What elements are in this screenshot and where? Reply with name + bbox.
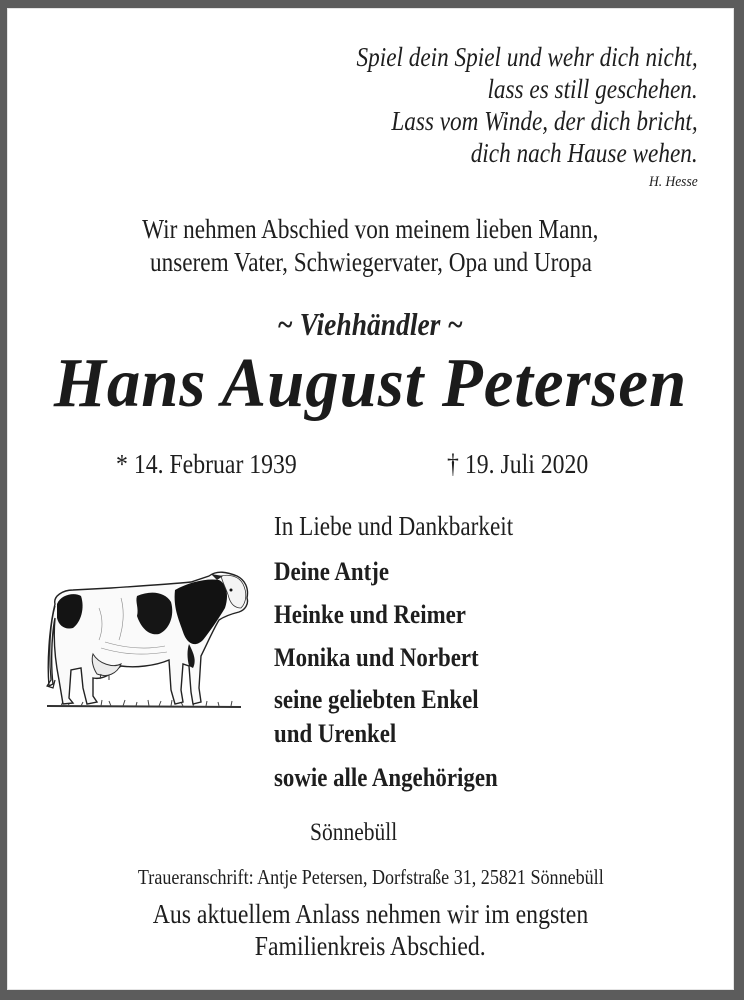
profession-text: ~ Viehhändler ~ [277, 306, 464, 342]
family-member-text: sowie alle Angehörigen [274, 763, 498, 792]
family-thanks-text: In Liebe und Dankbarkeit [274, 511, 514, 541]
family-member [274, 641, 507, 674]
deceased-name-text: Hans August Petersen [53, 345, 688, 422]
cow-illustration-icon [41, 568, 253, 714]
intro-line: Wir nehmen Abschied von meinem lieben Mann, [142, 214, 599, 244]
closing-line: Aus aktuellem Anlass nehmen wir im engsten [152, 899, 589, 929]
profession-line [7, 306, 734, 342]
family-member-text: seine geliebten Enkel [274, 685, 479, 714]
poem-author: H. Hesse [649, 174, 698, 190]
family-member-text: Deine Antje [274, 557, 390, 586]
mourning-address-text: Traueranschrift: Antje Petersen, Dorfstraße 31, 25821 Sönnebüll [137, 865, 604, 889]
deceased-name [7, 344, 734, 424]
family-member-text: und Urenkel [274, 719, 397, 748]
poem-line: Lass vom Winde, der dich bricht, [391, 106, 698, 136]
birth-date-text: * 14. Februar 1939 [116, 449, 297, 479]
mourning-address [7, 864, 734, 890]
death-date [447, 448, 608, 480]
closing-line: Familienkreis Abschied. [255, 931, 486, 961]
family-member [274, 598, 492, 631]
birth-date [116, 448, 321, 480]
family-member [274, 555, 405, 588]
family-member [274, 717, 413, 750]
family-thanks [274, 511, 552, 541]
closing-text [7, 898, 734, 962]
family-member-text: Monika und Norbert [274, 643, 479, 672]
intro-text [7, 213, 734, 279]
poem-line: Spiel dein Spiel und wehr dich nicht, [356, 42, 698, 72]
death-date-text: † 19. Juli 2020 [447, 449, 589, 479]
poem-block [301, 41, 698, 195]
obituary-notice [7, 8, 734, 990]
poem-line: dich nach Hause wehen. [471, 138, 698, 168]
poem-line: lass es still geschehen. [487, 74, 698, 104]
place-name-text: Sönnebüll [310, 819, 398, 846]
family-member [274, 761, 528, 794]
family-member [274, 683, 507, 716]
intro-line: unserem Vater, Schwiegervater, Opa und Uropa [149, 247, 592, 277]
place-name [310, 819, 411, 847]
family-member-text: Heinke und Reimer [274, 600, 466, 629]
